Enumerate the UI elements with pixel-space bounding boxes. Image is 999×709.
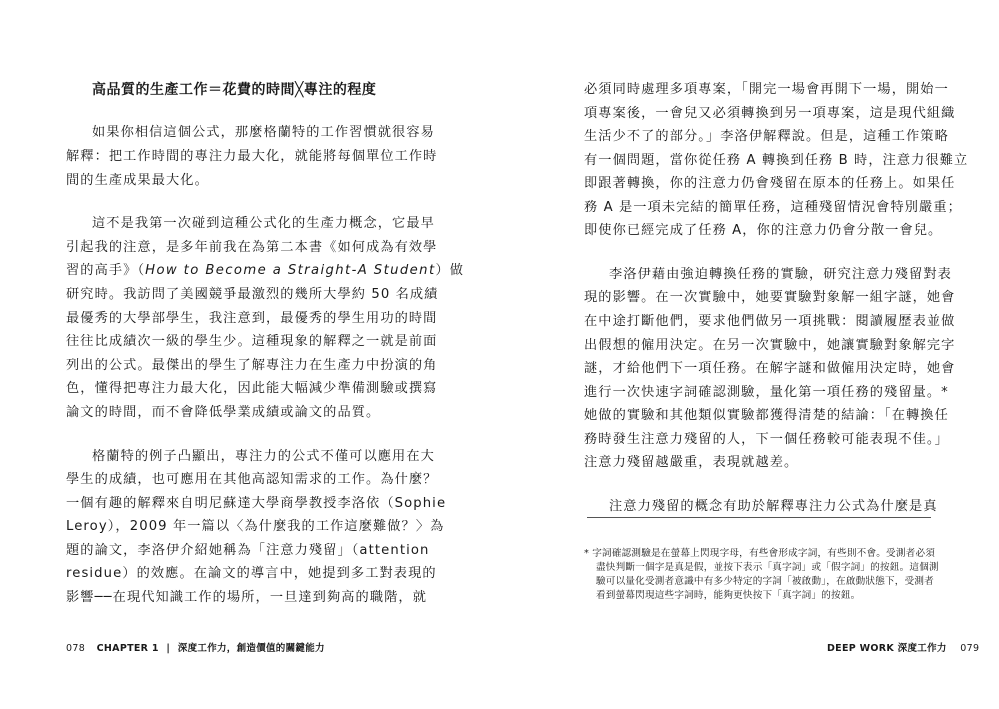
footnote-divider [587, 517, 931, 518]
body-line: 務 A 是一項未完結的簡單任務，這種殘留情況會特別嚴重； [584, 200, 962, 215]
body-line: 即跟著轉換，你的注意力仍會殘留在原本的任務上。如果任 [584, 176, 956, 191]
chapter-label: CHAPTER 1 [96, 643, 159, 654]
left-footer [66, 640, 325, 654]
left-page [0, 0, 499, 709]
body-line: 這不是我第一次碰到這種公式化的生產力概念，它最早 [92, 216, 435, 231]
body-line: 注意力殘留的概念有助於解釋專注力公式為什麼是真 [609, 499, 938, 514]
body-line: 一個有趣的解釋來自明尼蘇達大學商學教授李洛依（Sophie [66, 496, 447, 511]
chapter-title: 深度工作力，創造價值的關鍵能力 [177, 643, 325, 654]
footnote-line: * 字詞確認測驗是在螢幕上閃現字母，有些會形成字詞，有些則不會。受測者必須 [584, 548, 936, 559]
body-line: 影響──在現代知識工作的場所，一旦達到夠高的職階，就 [66, 590, 427, 605]
body-line: 現的影響。在一次實驗中，她要實驗對象解一組字謎，她會 [584, 290, 956, 305]
body-line: 必須同時處理多項專案，「開完一場會再開下一場，開始一 [584, 82, 949, 97]
body-line: residue）的效應。在論文的導言中，她提到多工對表現的 [66, 566, 437, 581]
body-line: 進行一次快速字詞確認測驗，量化第一項任務的殘留量。* [584, 385, 949, 400]
body-line: 李洛伊藉由強迫轉換任務的實驗，研究注意力殘留對表 [609, 267, 952, 282]
body-line: 列出的公式。最傑出的學生了解專注力在生產力中扮演的角 [66, 358, 438, 373]
body-line: 往往比成績次一級的學生少。這種現象的解釋之一就是前面 [66, 334, 438, 349]
body-line: 研究時。我訪問了美國競爭最激烈的幾所大學約 50 名成績 [66, 287, 439, 302]
body-line: 有一個問題，當你從任務 A 轉換到任務 B 時，注意力很難立 [584, 153, 969, 168]
body-line: 注意力殘留越嚴重，表現就越差。 [584, 455, 799, 470]
footnote-line: 驗可以量化受測者意識中有多少特定的字詞「被啟動」，在啟動狀態下，受測者 [596, 576, 934, 587]
formula-heading: 高品質的生產工作＝花費的時間╳專注的程度 [92, 82, 377, 98]
body-line: 最優秀的大學部學生，我注意到，最優秀的學生用功的時間 [66, 311, 438, 326]
right-footer [827, 640, 979, 654]
footnote-line: 看到螢幕閃現這些字詞時，能夠更快按下「真字詞」的按鈕。 [596, 590, 861, 601]
right-page [499, 0, 999, 709]
body-line: 在中途打斷他們，要求他們做另一項挑戰：閱讀履歷表並做 [584, 314, 956, 329]
body-line: 解釋：把工作時間的專注力最大化，就能將每個單位工作時 [66, 149, 438, 164]
body-line: 學生的成績，也可應用在其他高認知需求的工作。為什麼？ [66, 472, 438, 487]
footnote-line: 盡快判斷一個字是真是假，並按下表示「真字詞」或「假字詞」的按鈕。這個測 [596, 562, 939, 573]
body-line: 間的生產成果最大化。 [66, 173, 209, 188]
book-title: DEEP WORK 深度工作力 [827, 643, 947, 654]
page-number: 079 [960, 643, 980, 654]
body-line: 論文的時間，而不會降低學業成績或論文的品質。 [66, 405, 381, 420]
body-text: 習的高手》（ [66, 263, 146, 278]
body-line: 她做的實驗和其他類似實驗都獲得清楚的結論：「在轉換任 [584, 408, 949, 423]
body-line: 如果你相信這個公式，那麼格蘭特的工作習慣就很容易 [92, 125, 435, 140]
body-line: 謎，才給他們下一項任務。在解字謎和做僱用決定時，她會 [584, 361, 956, 376]
body-line: 務時發生注意力殘留的人，下一個任務較可能表現不佳。」 [584, 432, 949, 447]
body-line: 色，懂得把專注力最大化，因此能大幅減少準備測驗或撰寫 [66, 381, 438, 396]
body-line: 生活少不了的部分。」李洛伊解釋說。但是，這種工作策略 [584, 129, 949, 144]
body-line: 出假想的僱用決定。在另一次實驗中，她讓實驗對象解完字 [584, 338, 956, 353]
body-line: 即使你已經完成了任務 A，你的注意力仍會分散一會兒。 [584, 223, 943, 238]
body-line: 引起我的注意，是多年前我在為第二本書《如何成為有效學 [66, 240, 438, 255]
separator: | [166, 643, 171, 654]
book-title-english: How to Become a Straight-A Student [145, 263, 436, 278]
body-text: ）做 [435, 263, 465, 278]
body-line: Leroy），2009 年一篇以〈為什麼我的工作這麼難做？〉為 [66, 519, 445, 534]
body-line: 題的論文，李洛伊介紹她稱為「注意力殘留」（attention [66, 543, 430, 558]
body-line: 項專案後，一會兒又必須轉換到另一項專案，這是現代組織 [584, 106, 956, 121]
page-number: 078 [66, 643, 86, 654]
body-line: 格蘭特的例子凸顯出，專注力的公式不僅可以應用在大 [92, 449, 435, 464]
body-line [66, 261, 464, 281]
